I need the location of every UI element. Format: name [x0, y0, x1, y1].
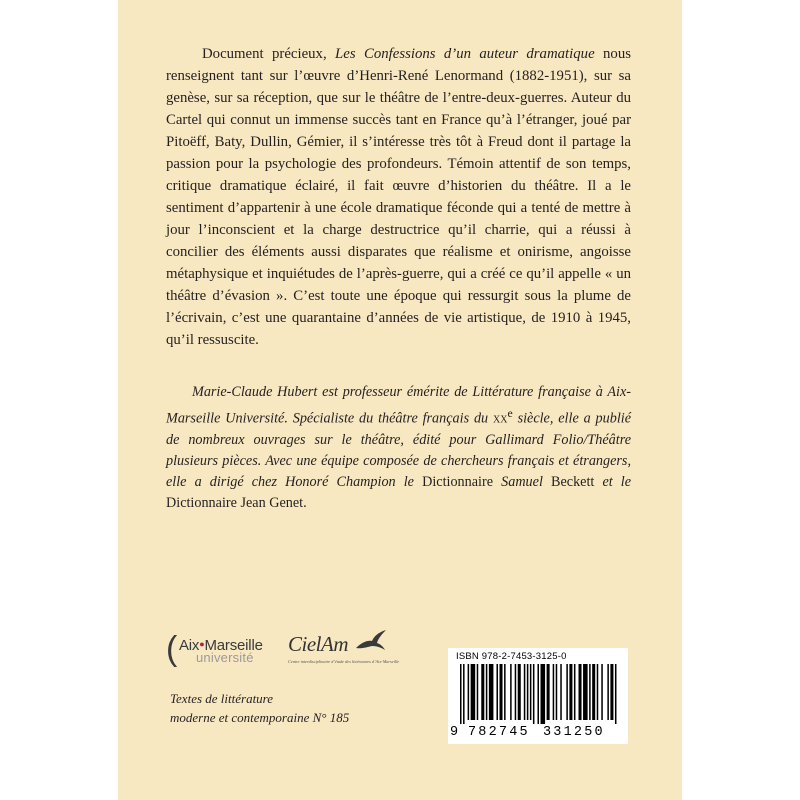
cielam-logo: [288, 628, 443, 670]
bio-name2: Beckett: [551, 473, 595, 490]
barcode-bar: [615, 664, 617, 724]
barcode-bar: [601, 664, 603, 720]
isbn-left-digits: 782745: [468, 725, 530, 740]
barcode-bar: [541, 664, 546, 724]
barcode-bar: [510, 664, 512, 720]
barcode-bar: [518, 664, 521, 720]
amu-name-marseille: Marseille: [204, 637, 263, 654]
barcode-bar: [569, 664, 572, 720]
cielam-subtitle: Centre interdisciplinaire d’étude des littératures d’Aix-Marseille: [288, 659, 400, 664]
aix-marseille-logo: [166, 630, 271, 670]
amu-subtitle: université: [196, 650, 254, 665]
barcode-bar: [471, 664, 476, 720]
barcode-bar: [547, 664, 550, 720]
barcode-bar: [463, 664, 465, 724]
barcode-bars: [460, 664, 618, 724]
book-title: Les Confessions d’un auteur dramatique: [335, 46, 595, 62]
amu-parenthesis: (: [166, 630, 178, 668]
isbn-right-digits: 331250: [543, 725, 605, 740]
series-line-2: moderne et contemporaine N° 185: [170, 710, 350, 725]
barcode-bar: [515, 664, 517, 720]
barcode-bar: [579, 664, 582, 720]
bio-dict1: Dictionnaire: [422, 473, 494, 490]
bio-part2: siècle, elle a publié de nombreux ouvrages sur le théâtre, édité pour Gallimard Folio/Théâtre plusieurs pièces. Avec une équipe composée de chercheurs français et étrangers, elle a dirigé chez Honoré Champion le: [166, 410, 631, 490]
barcode-bar: [524, 664, 526, 720]
barcode-bar: [560, 664, 562, 720]
barcode-bar: [481, 664, 484, 720]
barcode-bar: [527, 664, 529, 720]
bio-century-sup: e: [507, 406, 513, 420]
barcode-bar: [500, 664, 503, 720]
barcode-bar: [486, 664, 488, 720]
barcode-bar: [574, 664, 576, 720]
summary-lead: Document précieux,: [202, 46, 327, 62]
bio-dict2: Dictionnaire Jean Genet.: [166, 494, 307, 511]
barcode-bar: [566, 664, 568, 720]
barcode-bar: [537, 664, 539, 724]
back-cover: [118, 0, 682, 800]
barcode-bar: [589, 664, 591, 720]
bird-icon: [354, 628, 388, 654]
barcode-bar: [556, 664, 558, 720]
barcode-bar: [460, 664, 462, 724]
amu-dot-icon: ●: [199, 639, 205, 649]
isbn-text: ISBN 978-2-7453-3125-0: [456, 651, 567, 662]
barcode-bar: [592, 664, 595, 720]
isbn-first-digit: 9: [450, 725, 459, 740]
bio-part1: Marie-Claude Hubert est professeur émérite de Littérature française à Aix-Marseille Université. Spécialiste du théâtre français du: [166, 384, 631, 427]
series-label: [170, 689, 430, 727]
bio-century: xx: [493, 410, 508, 427]
barcode-bar: [504, 664, 506, 720]
amu-name-aix: Aix: [179, 637, 200, 654]
barcode-bar: [610, 664, 613, 720]
summary-text: nous renseignent tant sur l’œuvre d’Henri-René Lenormand (1882-1951), sur sa genèse, sur sa réception, que sur le théâtre de l’entre-deux-guerres. Auteur du Cartel qui connut un immense succès tant en France qu’à l’étranger, joué par Pitoëff, Baty, Dullin, Gémier, il s’intéresse très tôt à Freud dont il partage la passion pour la psychologie des profondeurs. Témoin attentif de son temps, critique dramatique éclairé, il fait œuvre d’historien du théâtre. Il a le sentiment d’appartenir à une école dramatique féconde qui a tenté de mettre à jour l’inconscient et la charge destructrice qu’il charrie, qui a réussi à concilier des éléments aussi disparates que réalisme et onirisme, angoisse métaphysique et inquiétudes de l’après-guerre, qui a créé ce qu’il appelle « un théâtre d’évasion ». C’est toute une époque qui ressurgit sous la plume de l’écrivain, c’est une quarantaine d’années de vie artistique, de 1910 à 1945, qu’il ressuscite.: [166, 46, 631, 348]
bio-connector: et le: [602, 473, 632, 490]
isbn-barcode: [448, 648, 628, 744]
barcode-bar: [477, 664, 479, 720]
bio-name1: Samuel: [501, 473, 543, 490]
barcode-bar: [468, 664, 470, 720]
cielam-name: CielAm: [288, 632, 348, 656]
barcode-bar: [533, 664, 535, 724]
barcode-bar: [496, 664, 498, 720]
isbn-digits: [450, 724, 626, 742]
barcode-bar: [553, 664, 555, 720]
barcode-bar: [530, 664, 532, 720]
author-bio: [166, 382, 631, 514]
summary-paragraph: [166, 43, 631, 351]
barcode-bar: [583, 664, 588, 720]
barcode-bar: [597, 664, 599, 720]
barcode-bar: [489, 664, 494, 720]
barcode-bar: [607, 664, 609, 720]
series-line-1: Textes de littérature: [170, 691, 274, 706]
